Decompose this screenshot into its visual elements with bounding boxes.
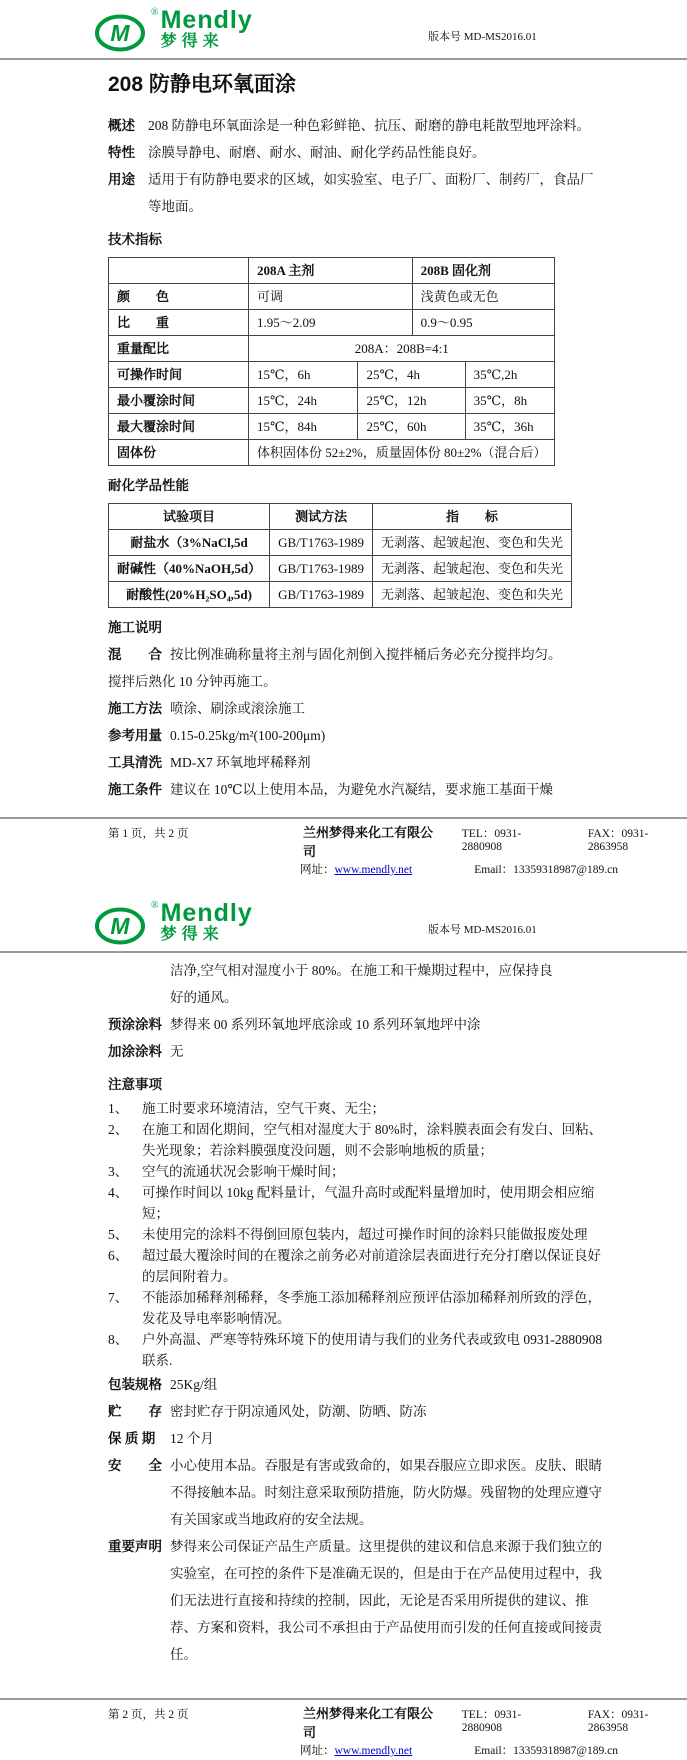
pot-time-35: 35℃,2h bbox=[465, 362, 555, 388]
page2-content bbox=[0, 957, 687, 1668]
table-row bbox=[109, 440, 555, 466]
precoat-text: 梦得来 00 系列环氧地坪底涂或 10 系列环氧地坪中涂 bbox=[170, 1017, 481, 1032]
max-recoat-15: 15℃，84h bbox=[249, 414, 358, 440]
statement-text: 梦得来公司保证产品生产质量。这里提供的建议和信息来源于我们独立的实验室，在可控的条件下是准确无误的，但是由于在产品使用过程中，我们无法进行直接和持续的控制，因此，无论是否采用所提供的建议、推荐、方案和资料，我公司不承担由于产品使用而引发的任何直接或间接责任。 bbox=[170, 1539, 602, 1662]
note-number: 7、 bbox=[108, 1290, 129, 1305]
method-label: 施工方法 bbox=[108, 701, 162, 716]
condition-row bbox=[108, 776, 603, 803]
dosage-row bbox=[108, 722, 603, 749]
page-title: 208 防静电环氧面涂 bbox=[108, 73, 296, 96]
addcoat-label: 加涂涂料 bbox=[108, 1044, 162, 1059]
version-label: 版本号 MD-MS2016.01 bbox=[428, 31, 537, 43]
usage-label: 用途 bbox=[108, 172, 135, 187]
mix-row bbox=[108, 641, 603, 668]
email-label: Email：13359318987@189.cn bbox=[474, 864, 619, 876]
note-text: 空气的流通状况会影响干燥时间； bbox=[142, 1164, 345, 1179]
list-item bbox=[108, 1287, 603, 1329]
company-logo bbox=[95, 8, 687, 56]
overview-label: 概述 bbox=[108, 118, 135, 133]
continuation-line2: 好的通风。 bbox=[170, 990, 238, 1005]
tech-section-title: 技术指标 bbox=[108, 232, 162, 247]
max-recoat-label: 最大覆涂时间 bbox=[109, 414, 249, 440]
chem-result: 无剥落、起皱起泡、变色和失光 bbox=[373, 556, 572, 582]
statement-label: 重要声明 bbox=[108, 1539, 162, 1554]
chem-result: 无剥落、起皱起泡、变色和失光 bbox=[373, 530, 572, 556]
continuation-line1: 洁净,空气相对湿度小于 80%。在施工和干燥期过程中，应保持良 bbox=[170, 963, 553, 978]
condition-label: 施工条件 bbox=[108, 782, 162, 797]
chem-method: GB/T1763-1989 bbox=[270, 530, 373, 556]
mix-text-continued: 搅拌后熟化 10 分钟再施工。 bbox=[108, 674, 277, 689]
company-name: 兰州梦得来化工有限公司 bbox=[303, 1706, 434, 1740]
brand-name: Mendly bbox=[160, 6, 253, 34]
mendly-logo-icon bbox=[95, 8, 151, 56]
note-number: 1、 bbox=[108, 1101, 129, 1116]
max-recoat-25: 25℃，60h bbox=[358, 414, 465, 440]
note-text: 可操作时间以 10kg 配料量计，气温升高时或配料量增加时，使用期会相应缩短； bbox=[142, 1185, 595, 1221]
chem-item: 耐酸性(20%H₂SO₄,5d) bbox=[109, 582, 270, 608]
safety-text: 小心使用本品。吞服是有害或致命的，如果吞服应立即求医。皮肤、眼睛不得接触本品。时刻注意采取预防措施，防火防爆。残留物的处理应遵守有关国家或当地政府的安全法规。 bbox=[170, 1458, 602, 1527]
cleaning-row bbox=[108, 749, 603, 776]
note-text: 不能添加稀释剂稀释，冬季施工添加稀释剂应预评估添加稀释剂所致的浮色，发花及导电率影响情况。 bbox=[142, 1290, 601, 1326]
note-number: 4、 bbox=[108, 1185, 129, 1200]
solids-label: 固体份 bbox=[109, 440, 249, 466]
list-item bbox=[108, 1245, 603, 1287]
gravity-a: 1.95～2.09 bbox=[249, 310, 413, 336]
mix-text: 按比例准确称量将主剂与固化剂倒入搅拌桶后务必充分搅拌均匀。 bbox=[170, 647, 562, 662]
note-text: 超过最大覆涂时间的在覆涂之前务必对前道涂层表面进行充分打磨以保证良好的层间附着力。 bbox=[142, 1248, 601, 1284]
dosage-label: 参考用量 bbox=[108, 728, 162, 743]
table-row bbox=[109, 362, 555, 388]
page1-header bbox=[0, 0, 687, 60]
website-link[interactable]: www.mendly.net bbox=[334, 864, 413, 876]
addcoat-text: 无 bbox=[170, 1044, 184, 1059]
mendly-logo-icon bbox=[95, 901, 151, 949]
mix-label: 混 合 bbox=[108, 647, 162, 662]
shelf-life-label: 保 质 期 bbox=[108, 1431, 156, 1446]
precoat-label: 预涂涂料 bbox=[108, 1017, 162, 1032]
page1-footer bbox=[0, 817, 687, 879]
note-text: 施工时要求环境清洁，空气干爽、无尘； bbox=[142, 1101, 385, 1116]
table-row bbox=[109, 582, 572, 608]
gravity-b: 0.9～0.95 bbox=[412, 310, 555, 336]
list-item bbox=[108, 1182, 603, 1224]
safety-row bbox=[108, 1452, 603, 1533]
min-recoat-35: 35℃，8h bbox=[465, 388, 555, 414]
pot-time-25: 25℃，4h bbox=[358, 362, 465, 388]
fax-label: FAX：0931-2863958 bbox=[587, 1709, 649, 1734]
gravity-label: 比 重 bbox=[109, 310, 249, 336]
condition-text: 建议在 10℃以上使用本品，为避免水汽凝结，要求施工基面干燥 bbox=[170, 782, 553, 797]
features-row bbox=[108, 139, 603, 166]
note-number: 6、 bbox=[108, 1248, 129, 1263]
company-name: 兰州梦得来化工有限公司 bbox=[303, 825, 434, 859]
email-label: Email：13359318987@189.cn bbox=[474, 1745, 619, 1757]
tech-header-b: 208B 固化剂 bbox=[412, 258, 555, 284]
web-label: 网址： bbox=[300, 1745, 335, 1757]
notes-section-title: 注意事项 bbox=[108, 1077, 162, 1092]
construction-section-title: 施工说明 bbox=[108, 620, 162, 635]
addcoat-row bbox=[108, 1038, 603, 1065]
dosage-text: 0.15-0.25kg/m²(100-200μm) bbox=[170, 728, 326, 743]
method-text: 喷涂、刷涂或滚涂施工 bbox=[170, 701, 305, 716]
list-item bbox=[108, 1098, 603, 1119]
overview-text: 208 防静电环氧面涂是一种色彩鲜艳、抗压、耐磨的静电耗散型地坪涂料。 bbox=[148, 118, 591, 133]
chem-section-title: 耐化学品性能 bbox=[108, 478, 189, 493]
note-text: 在施工和固化期间，空气相对湿度大于 80%时，涂料膜表面会有发白、回粘、失光现象；若涂料膜强度没问题，则不会影响地板的质量； bbox=[142, 1122, 603, 1158]
min-recoat-label: 最小覆涂时间 bbox=[109, 388, 249, 414]
packing-row bbox=[108, 1371, 603, 1398]
list-item bbox=[108, 1224, 603, 1245]
ratio-value: 208A：208B=4:1 bbox=[249, 336, 555, 362]
tel-label: TEL：0931-2880908 bbox=[461, 1709, 522, 1734]
chem-resistance-table bbox=[108, 503, 572, 608]
safety-label: 安 全 bbox=[108, 1458, 162, 1473]
table-row bbox=[109, 388, 555, 414]
table-row bbox=[109, 258, 555, 284]
storage-label: 贮 存 bbox=[108, 1404, 162, 1419]
packing-text: 25Kg/组 bbox=[170, 1377, 218, 1392]
usage-row bbox=[108, 166, 603, 220]
color-b: 浅黄色或无色 bbox=[412, 284, 555, 310]
storage-row bbox=[108, 1398, 603, 1425]
table-row bbox=[109, 504, 572, 530]
web-label: 网址： bbox=[300, 864, 335, 876]
page2-header bbox=[0, 893, 687, 953]
fax-label: FAX：0931-2863958 bbox=[587, 828, 649, 853]
registered-mark: ® bbox=[151, 900, 159, 911]
features-label: 特性 bbox=[108, 145, 135, 160]
solids-value: 体积固体份 52±2%，质量固体份 80±2%（混合后） bbox=[249, 440, 555, 466]
pot-time-label: 可操作时间 bbox=[109, 362, 249, 388]
color-label: 颜 色 bbox=[109, 284, 249, 310]
cleaning-text: MD-X7 环氧地坪稀释剂 bbox=[170, 755, 311, 770]
precoat-row bbox=[108, 1011, 603, 1038]
chem-method: GB/T1763-1989 bbox=[270, 556, 373, 582]
version-label: 版本号 MD-MS2016.01 bbox=[428, 924, 537, 936]
max-recoat-35: 35℃，36h bbox=[465, 414, 555, 440]
page-number-info: 第 1 页，共 2 页 bbox=[108, 828, 189, 840]
overview-row bbox=[108, 112, 603, 139]
list-item bbox=[108, 1329, 603, 1371]
tech-specs-table bbox=[108, 257, 555, 466]
ratio-label: 重量配比 bbox=[109, 336, 249, 362]
chem-header-method: 测试方法 bbox=[270, 504, 373, 530]
brand-name-cn: 梦得来 bbox=[160, 33, 224, 50]
tech-header-a: 208A 主剂 bbox=[249, 258, 413, 284]
company-logo bbox=[95, 901, 687, 949]
tel-label: TEL：0931-2880908 bbox=[461, 828, 522, 853]
min-recoat-25: 25℃，12h bbox=[358, 388, 465, 414]
chem-result: 无剥落、起皱起泡、变色和失光 bbox=[373, 582, 572, 608]
page2-footer bbox=[0, 1698, 687, 1760]
chem-item: 耐盐水（3%NaCl,5d bbox=[109, 530, 270, 556]
note-number: 2、 bbox=[108, 1122, 129, 1137]
table-row bbox=[109, 414, 555, 440]
page-number-info: 第 2 页，共 2 页 bbox=[108, 1709, 189, 1721]
table-row bbox=[109, 310, 555, 336]
note-number: 3、 bbox=[108, 1164, 129, 1179]
cleaning-label: 工具清洗 bbox=[108, 755, 162, 770]
statement-row bbox=[108, 1533, 603, 1668]
table-row bbox=[109, 556, 572, 582]
min-recoat-15: 15℃，24h bbox=[249, 388, 358, 414]
table-row bbox=[109, 530, 572, 556]
table-row bbox=[109, 284, 555, 310]
notes-list bbox=[108, 1098, 603, 1371]
pot-time-15: 15℃，6h bbox=[249, 362, 358, 388]
chem-header-item: 试验项目 bbox=[109, 504, 270, 530]
svg-text:M: M bbox=[110, 913, 130, 939]
note-number: 5、 bbox=[108, 1227, 129, 1242]
color-a: 可调 bbox=[249, 284, 413, 310]
shelf-life-text: 12 个月 bbox=[170, 1431, 214, 1446]
chem-header-result: 指 标 bbox=[373, 504, 572, 530]
list-item bbox=[108, 1161, 603, 1182]
svg-text:M: M bbox=[110, 20, 130, 46]
method-row bbox=[108, 695, 603, 722]
brand-name-cn: 梦得来 bbox=[160, 926, 224, 943]
chem-method: GB/T1763-1989 bbox=[270, 582, 373, 608]
features-text: 涂膜导静电、耐磨、耐水、耐油、耐化学药品性能良好。 bbox=[148, 145, 486, 160]
usage-text: 适用于有防静电要求的区域，如实验室、电子厂、面粉厂、制药厂，食品厂等地面。 bbox=[148, 172, 594, 214]
storage-text: 密封贮存于阴凉通风处，防潮、防晒、防冻 bbox=[170, 1404, 427, 1419]
table-row bbox=[109, 336, 555, 362]
chem-item: 耐碱性（40%NaOH,5d） bbox=[109, 556, 270, 582]
page1-content bbox=[0, 68, 687, 803]
note-text: 户外高温、严寒等特殊环境下的使用请与我们的业务代表或致电 0931-2880908 联系. bbox=[142, 1332, 603, 1368]
list-item bbox=[108, 1119, 603, 1161]
website-link[interactable]: www.mendly.net bbox=[334, 1745, 413, 1757]
registered-mark: ® bbox=[151, 7, 159, 18]
note-number: 8、 bbox=[108, 1332, 129, 1347]
note-text: 未使用完的涂料不得倒回原包装内，超过可操作时间的涂料只能做报废处理 bbox=[142, 1227, 588, 1242]
packing-label: 包装规格 bbox=[108, 1377, 162, 1392]
brand-name: Mendly bbox=[160, 899, 253, 927]
shelf-life-row bbox=[108, 1425, 603, 1452]
